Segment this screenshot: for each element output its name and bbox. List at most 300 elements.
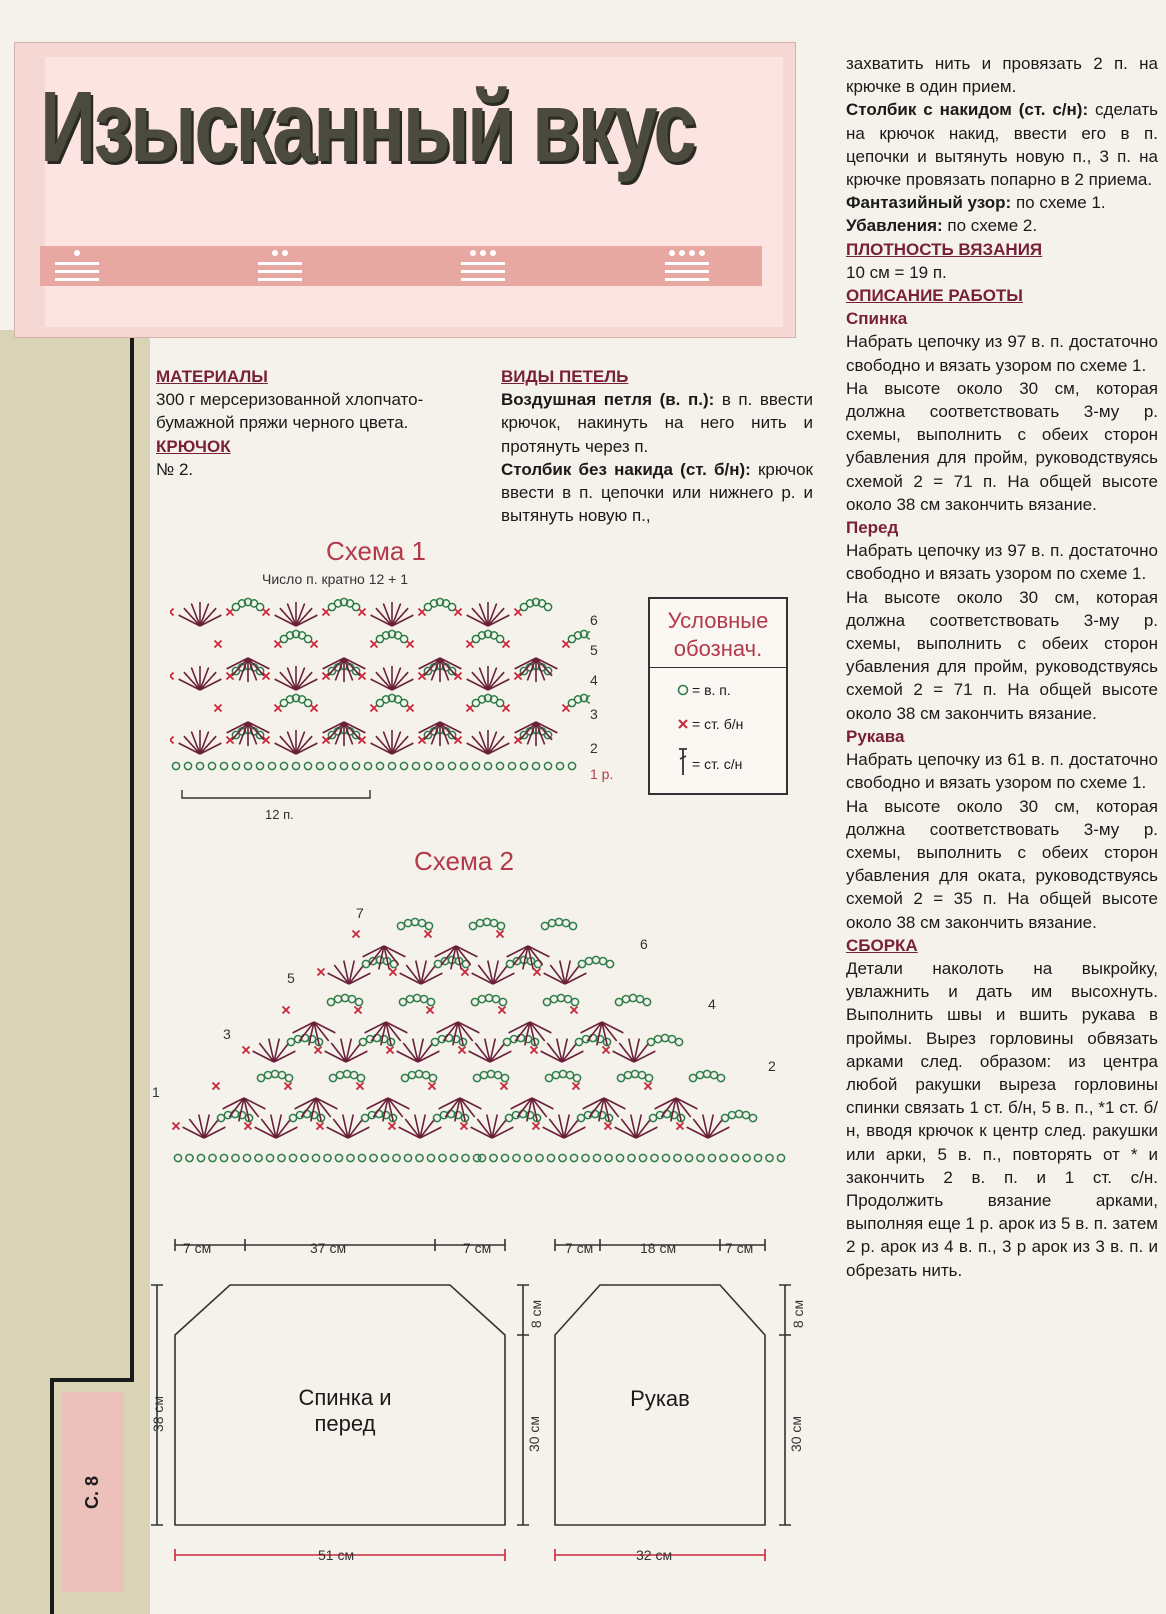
chain-stitch <box>376 762 383 769</box>
chain-stitch <box>649 1114 656 1121</box>
single-crochet-icon <box>676 717 690 731</box>
sleeve-dim-top-mid: 18 см <box>640 1240 677 1256</box>
scheme2-row-3: 3 <box>223 1026 231 1042</box>
single-crochet <box>467 705 474 712</box>
chain-stitch <box>429 1074 436 1081</box>
chain-stitch <box>431 1038 438 1045</box>
scheme1-row-1: 1 р. <box>590 766 614 782</box>
chain-stitch <box>570 1154 577 1161</box>
double-crochet <box>367 1098 388 1109</box>
decor-icon-4 <box>662 248 712 284</box>
chain-stitch <box>494 1071 501 1078</box>
chain-stitch <box>289 1154 296 1161</box>
double-crochet <box>439 1098 460 1109</box>
decor-icon-2 <box>255 248 305 284</box>
chain-stitch <box>312 1154 319 1161</box>
chain-stitch <box>433 1114 440 1121</box>
double-crochet <box>296 736 312 754</box>
double-crochet <box>488 736 504 754</box>
single-crochet <box>425 931 432 938</box>
chain-stitch <box>436 762 443 769</box>
chain-stitch <box>399 998 406 1005</box>
double-crochet <box>472 973 493 984</box>
description-heading: ОПИСАНИЕ РАБОТЫ <box>846 286 1023 306</box>
materials-heading: МАТЕРИАЛЫ <box>156 367 268 386</box>
chain-stitch <box>532 762 539 769</box>
chain-stitch <box>543 998 550 1005</box>
chain-stitch <box>287 1038 294 1045</box>
double-crochet <box>280 736 296 754</box>
single-crochet <box>515 609 522 616</box>
scheme1-row-3: 3 <box>590 706 598 722</box>
chain-stitch <box>243 1154 250 1161</box>
chain-stitch <box>536 1154 543 1161</box>
double-crochet <box>365 1022 386 1033</box>
chain-stitch <box>232 762 239 769</box>
chain-stitch <box>347 1154 354 1161</box>
single-crochet <box>283 1007 290 1014</box>
single-crochet <box>462 969 469 976</box>
double-crochet <box>708 1127 729 1138</box>
double-crochet <box>200 672 216 690</box>
double-crochet <box>399 1127 420 1138</box>
single-crochet <box>173 1123 180 1130</box>
sleeve-p2: На высоте около 30 см, которая должна соответствовать 3-му р. схемы, выполнить с обеих сторон убавления для оката, руководствуясь схемой 2 = 35 п. На общей высоте около 38 см закончить вязание. <box>846 796 1158 932</box>
chain-stitch <box>550 995 557 1002</box>
chain-stitch <box>571 998 578 1005</box>
single-crochet <box>389 1123 396 1130</box>
double-crochet <box>604 1098 625 1109</box>
chain-stitch <box>404 1154 411 1161</box>
back-dim-top-mid: 37 см <box>310 1240 347 1256</box>
scheme2-row-7: 7 <box>356 905 364 921</box>
chain-stitch <box>717 1074 724 1081</box>
single-crochet <box>357 1083 364 1090</box>
single-crochet <box>467 641 474 648</box>
chain-stitch <box>472 762 479 769</box>
scheme2-row-5: 5 <box>287 970 295 986</box>
back-p2: На высоте около 30 см, которая должна соответствовать 3-му р. схемы, выполнить с обеих сторон убавления для пройм, руководствуясь схемой 2 = 71 п. На общей высоте около 38 см закончить вязание. <box>846 378 1158 514</box>
double-crochet <box>490 1051 511 1062</box>
hook-text: № 2. <box>156 459 194 479</box>
chain-stitch <box>292 762 299 769</box>
chain-stitch <box>586 632 590 639</box>
chain-stitch <box>777 1154 784 1161</box>
single-crochet <box>353 931 360 938</box>
double-crochet <box>472 672 488 690</box>
chain-stitch <box>544 603 551 610</box>
double-crochet <box>613 1051 634 1062</box>
chain-stitch <box>471 998 478 1005</box>
double-crochet <box>458 1022 479 1033</box>
chain-stitch <box>473 1074 480 1081</box>
double-crochet <box>325 1051 346 1062</box>
sleeve-p1: Набрать цепочку из 61 в. п. достаточно свободно и вязать узором по схеме 1. <box>846 750 1158 793</box>
back-dim-right-top: 8 см <box>528 1299 545 1329</box>
chain-stitch <box>566 1071 573 1078</box>
chain-stitch <box>266 1154 273 1161</box>
single-crochet <box>311 641 318 648</box>
sbn-continuation: захватить нить и провязать 2 п. на крючке в один прием. <box>846 54 1158 97</box>
chain-stitch <box>490 1154 497 1161</box>
chain-stitch <box>728 1111 735 1118</box>
single-crochet <box>170 609 174 616</box>
double-crochet <box>255 1127 276 1138</box>
scheme2-row-1: 1 <box>152 1084 160 1100</box>
double-crochet <box>376 672 392 690</box>
chain-stitch <box>496 762 503 769</box>
legend-item-double: = ст. с/н <box>692 756 743 772</box>
fancy-text: по схеме 1. <box>1015 193 1106 213</box>
chain-stitch <box>622 995 629 1002</box>
sbn-text: крючок ввести в п. цепочки или нижнего р. и вытянуть новую п., <box>501 459 813 526</box>
chain-stitch <box>401 1074 408 1081</box>
chain-stitch <box>647 1038 654 1045</box>
chain-stitch <box>484 762 491 769</box>
chain-stitch <box>703 1070 710 1077</box>
chain-stitch <box>483 918 490 925</box>
double-crochet <box>280 672 296 690</box>
single-crochet <box>573 1083 580 1090</box>
vp-term: Воздушная петля (в. п.): <box>501 390 715 410</box>
sleeve-dim-top-left: 7 см <box>565 1240 594 1256</box>
double-crochet <box>420 1127 441 1138</box>
chain-stitch <box>289 1114 296 1121</box>
gauge-heading: ПЛОТНОСТЬ ВЯЗАНИЯ <box>846 239 1043 259</box>
chain-stitch <box>742 1111 749 1118</box>
double-crochet <box>384 946 405 957</box>
back-piece-label: Спинка и перед <box>298 1385 392 1436</box>
single-crochet <box>215 641 222 648</box>
single-crochet <box>285 1083 292 1090</box>
single-crochet <box>227 609 234 616</box>
chain-stitch <box>352 762 359 769</box>
double-crochet <box>460 1098 481 1109</box>
double-crochet <box>183 1127 204 1138</box>
double-crochet <box>296 608 312 626</box>
double-crochet <box>565 973 586 984</box>
double-crochet <box>471 1127 492 1138</box>
single-crochet <box>275 641 282 648</box>
chain-stitch <box>172 762 179 769</box>
chain-stitch <box>425 922 432 929</box>
chain-stitch <box>358 1154 365 1161</box>
chain-stitch <box>661 1034 668 1041</box>
chain-stitch <box>411 918 418 925</box>
double-crochet <box>392 672 408 690</box>
chain-stitch <box>416 1154 423 1161</box>
chain-stitch <box>427 1154 434 1161</box>
chain-stitch <box>501 1074 508 1081</box>
double-crochet <box>509 1022 530 1033</box>
double-crochet <box>388 1098 409 1109</box>
chain-stitch <box>582 1154 589 1161</box>
chain-stitch <box>341 994 348 1001</box>
chain-stitch <box>350 1071 357 1078</box>
single-crochet <box>603 1047 610 1054</box>
chain-stitch <box>615 998 622 1005</box>
chain-stitch <box>544 762 551 769</box>
double-crochet <box>532 1098 553 1109</box>
double-crochet <box>392 608 408 626</box>
materials-section <box>156 365 476 481</box>
single-crochet <box>427 1007 434 1014</box>
chain-stitch <box>735 1110 742 1117</box>
chain-stitch <box>324 1154 331 1161</box>
double-crochet <box>492 1127 513 1138</box>
chain-stitch <box>708 1154 715 1161</box>
chain-stitch <box>184 762 191 769</box>
single-crochet <box>533 1123 540 1130</box>
chain-stitch <box>328 762 335 769</box>
double-crochet <box>295 1098 316 1109</box>
double-crochet <box>400 973 421 984</box>
fancy-term: Фантазийный узор: <box>846 193 1012 213</box>
chain-stitch <box>548 919 555 926</box>
chain-stitch <box>348 995 355 1002</box>
double-crochet <box>184 608 200 626</box>
chain-stitch <box>605 1154 612 1161</box>
chain-stitch <box>624 1071 631 1078</box>
chain-stitch <box>559 1154 566 1161</box>
chain-stitch <box>448 762 455 769</box>
double-crochet <box>244 1098 265 1109</box>
back-title: Спинка <box>846 309 908 329</box>
double-crochet <box>376 608 392 626</box>
double-crochet <box>636 1127 657 1138</box>
chain-stitch <box>503 1038 510 1045</box>
chain-stitch <box>462 1154 469 1161</box>
chain-stitch <box>766 1154 773 1161</box>
single-crochet <box>419 609 426 616</box>
chain-stitch <box>592 956 599 963</box>
chain-stitch <box>492 995 499 1002</box>
double-crochet <box>327 1127 348 1138</box>
single-crochet <box>318 969 325 976</box>
chain-stitch <box>186 1154 193 1161</box>
single-crochet <box>315 1047 322 1054</box>
chain-stitch <box>329 1074 336 1081</box>
double-crochet <box>386 1022 407 1033</box>
single-crochet <box>497 931 504 938</box>
chain-stitch <box>208 762 215 769</box>
chain-stitch <box>645 1074 652 1081</box>
chain-stitch <box>393 1154 400 1161</box>
chain-stitch <box>651 1154 658 1161</box>
single-crochet <box>534 969 541 976</box>
double-crochet <box>543 1127 564 1138</box>
chain-stitch <box>629 994 636 1001</box>
chain-stitch <box>244 762 251 769</box>
single-crochet <box>311 705 318 712</box>
single-crochet <box>371 705 378 712</box>
single-crochet <box>243 1047 250 1054</box>
chain-stitch <box>545 1074 552 1081</box>
double-crochet <box>348 1127 369 1138</box>
double-crochet <box>296 672 312 690</box>
double-crochet <box>223 1098 244 1109</box>
ssn-term: Столбик с накидом (ст. с/н): <box>846 100 1089 120</box>
single-crochet <box>215 705 222 712</box>
chain-stitch <box>381 1154 388 1161</box>
front-p1: Набрать цепочку из 97 в. п. достаточно свободно и вязать узором по схеме 1. <box>846 541 1158 584</box>
chain-stitch <box>388 762 395 769</box>
chain-stitch <box>404 919 411 926</box>
double-crochet <box>421 973 442 984</box>
double-crochet <box>507 946 528 957</box>
materials-text: 300 г мерсеризованной хлопчато-бумажной пряжи черного цвета. <box>156 390 424 433</box>
chain-stitch <box>304 762 311 769</box>
chain-stitch <box>480 1071 487 1078</box>
scheme1-subtitle: Число п. кратно 12 + 1 <box>262 571 409 587</box>
chain-stitch <box>638 1071 645 1078</box>
single-crochet <box>170 737 174 744</box>
chain-stitch <box>501 1154 508 1161</box>
double-crochet <box>328 973 349 984</box>
chain-stitch <box>424 762 431 769</box>
chain-stitch <box>555 918 562 925</box>
chain-stitch <box>336 1071 343 1078</box>
chain-stitch <box>340 762 347 769</box>
chain-stitch <box>668 1035 675 1042</box>
chain-stitch <box>754 1154 761 1161</box>
chain-stitch <box>460 762 467 769</box>
vp-text: в п. ввести крючок, накинуть на него нить и протянуть через п. <box>501 390 813 456</box>
decor-icon-3 <box>458 248 508 284</box>
double-crochet <box>253 1051 274 1062</box>
chain-stitch <box>271 1070 278 1077</box>
repeat-bracket <box>182 790 370 798</box>
chain-stitch <box>616 1154 623 1161</box>
double-crochet <box>276 1127 297 1138</box>
chain-stitch <box>505 1114 512 1121</box>
sleeve-dim-right-top: 8 см <box>790 1299 807 1329</box>
single-crochet <box>263 609 270 616</box>
sleeve-piece-label: Рукав <box>630 1386 690 1411</box>
chain-stitch <box>654 1035 661 1042</box>
legend-title: Условные обознач. <box>667 608 769 661</box>
single-crochet <box>461 1123 468 1130</box>
scheme2-diagram <box>150 880 810 1200</box>
chain-stitch <box>397 922 404 929</box>
margin-rule <box>50 1378 134 1382</box>
chain-stitch <box>232 1154 239 1161</box>
chain-stitch <box>639 1154 646 1161</box>
chain-stitch <box>593 1154 600 1161</box>
double-crochet <box>316 1098 337 1109</box>
scheme1-row-6: 6 <box>590 612 598 628</box>
chain-stitch <box>720 1154 727 1161</box>
single-crochet <box>499 1007 506 1014</box>
double-crochet <box>541 1051 562 1062</box>
chain-stitch <box>662 1154 669 1161</box>
double-crochet <box>528 946 549 957</box>
double-crochet <box>392 736 408 754</box>
chain-stitch <box>569 922 576 929</box>
double-crochet <box>581 1022 602 1033</box>
chain-stitch <box>685 1154 692 1161</box>
back-dim-bottom: 51 см <box>318 1547 355 1563</box>
double-crochet <box>676 1098 697 1109</box>
single-crochet <box>407 705 414 712</box>
double-crochet <box>314 1022 335 1033</box>
scheme1-diagram <box>170 590 590 820</box>
scheme1-title: Схема 1 <box>326 536 426 566</box>
sleeve-title: Рукава <box>846 726 905 746</box>
double-crochet <box>397 1051 418 1062</box>
chain-stitch <box>731 1154 738 1161</box>
chain-stitch <box>490 919 497 926</box>
single-crochet <box>459 1047 466 1054</box>
chain-stitch <box>674 1154 681 1161</box>
double-crochet <box>687 1127 708 1138</box>
chain-stitch <box>499 998 506 1005</box>
chain-stitch <box>506 960 513 967</box>
chain-stitch <box>643 998 650 1005</box>
chain-stitch <box>749 1114 756 1121</box>
scheme1-row-2: 2 <box>590 740 598 756</box>
single-crochet <box>455 609 462 616</box>
margin-rule <box>130 330 134 1380</box>
double-crochet <box>435 946 456 957</box>
chain-stitch <box>418 919 425 926</box>
chain-stitch <box>357 1074 364 1081</box>
pattern-drawings <box>145 1225 805 1600</box>
assembly-text: Детали наколоть на выкройку, увлажнить и дать им высохнуть. Выполнить швы и вшить рукава в проймы. Вырез горловины обвязать арками след. образом: из центра любой ракушки выреза горловины спинки связать 1 ст. б/н, 5 в. п., *1 ст. б/н, вводя крючок к центр след. ракушки или арки, 5 в. п., повторять от * и закончить 2 в. п. и 1 ст. с/н. Продолжить вязание арками, выполняя еще 1 р. арок из 5 в. п. затем 2 р. арок из 4 в. п., 3 р арок из 3 в. п. и обрезать нить. <box>846 958 1158 1280</box>
chain-stitch <box>359 1038 366 1045</box>
chain-stitch <box>264 1071 271 1078</box>
chain-stitch <box>556 762 563 769</box>
single-crochet <box>531 1047 538 1054</box>
chain-stitch <box>513 1154 520 1161</box>
chain-stitch <box>541 922 548 929</box>
double-crochet <box>376 736 392 754</box>
chain-stitch <box>559 1070 566 1077</box>
double-crochet <box>564 1127 585 1138</box>
chain-stitch <box>573 1074 580 1081</box>
chain-stitch <box>412 762 419 769</box>
chain-stitch <box>552 1071 559 1078</box>
chain-stitch <box>599 957 606 964</box>
single-crochet <box>563 705 570 712</box>
single-crochet <box>501 1083 508 1090</box>
chain-stitch <box>364 762 371 769</box>
chain-stitch <box>220 762 227 769</box>
chain-stitch <box>577 1114 584 1121</box>
chain-stitch <box>478 995 485 1002</box>
single-crochet <box>429 1083 436 1090</box>
double-crochet <box>544 973 565 984</box>
chain-stitch <box>327 998 334 1005</box>
scheme2-title: Схема 2 <box>414 846 514 876</box>
back-dim-top-left: 7 см <box>183 1240 212 1256</box>
chain-stitch <box>497 922 504 929</box>
double-crochet <box>418 1051 439 1062</box>
chain-stitch <box>617 1074 624 1081</box>
sbn-term: Столбик без накида (ст. б/н): <box>501 459 751 479</box>
chain-stitch <box>520 762 527 769</box>
back-dim-right-bottom: 30 см <box>526 1415 543 1453</box>
chain-stitch <box>196 762 203 769</box>
double-crochet-icon <box>676 747 690 777</box>
single-crochet <box>407 641 414 648</box>
chain-stitch <box>450 1154 457 1161</box>
double-crochet <box>562 1051 583 1062</box>
scheme1-row-5: 5 <box>590 642 598 658</box>
chain-stitch <box>696 1071 703 1078</box>
double-crochet <box>437 1022 458 1033</box>
scheme2-row-2: 2 <box>768 1058 776 1074</box>
